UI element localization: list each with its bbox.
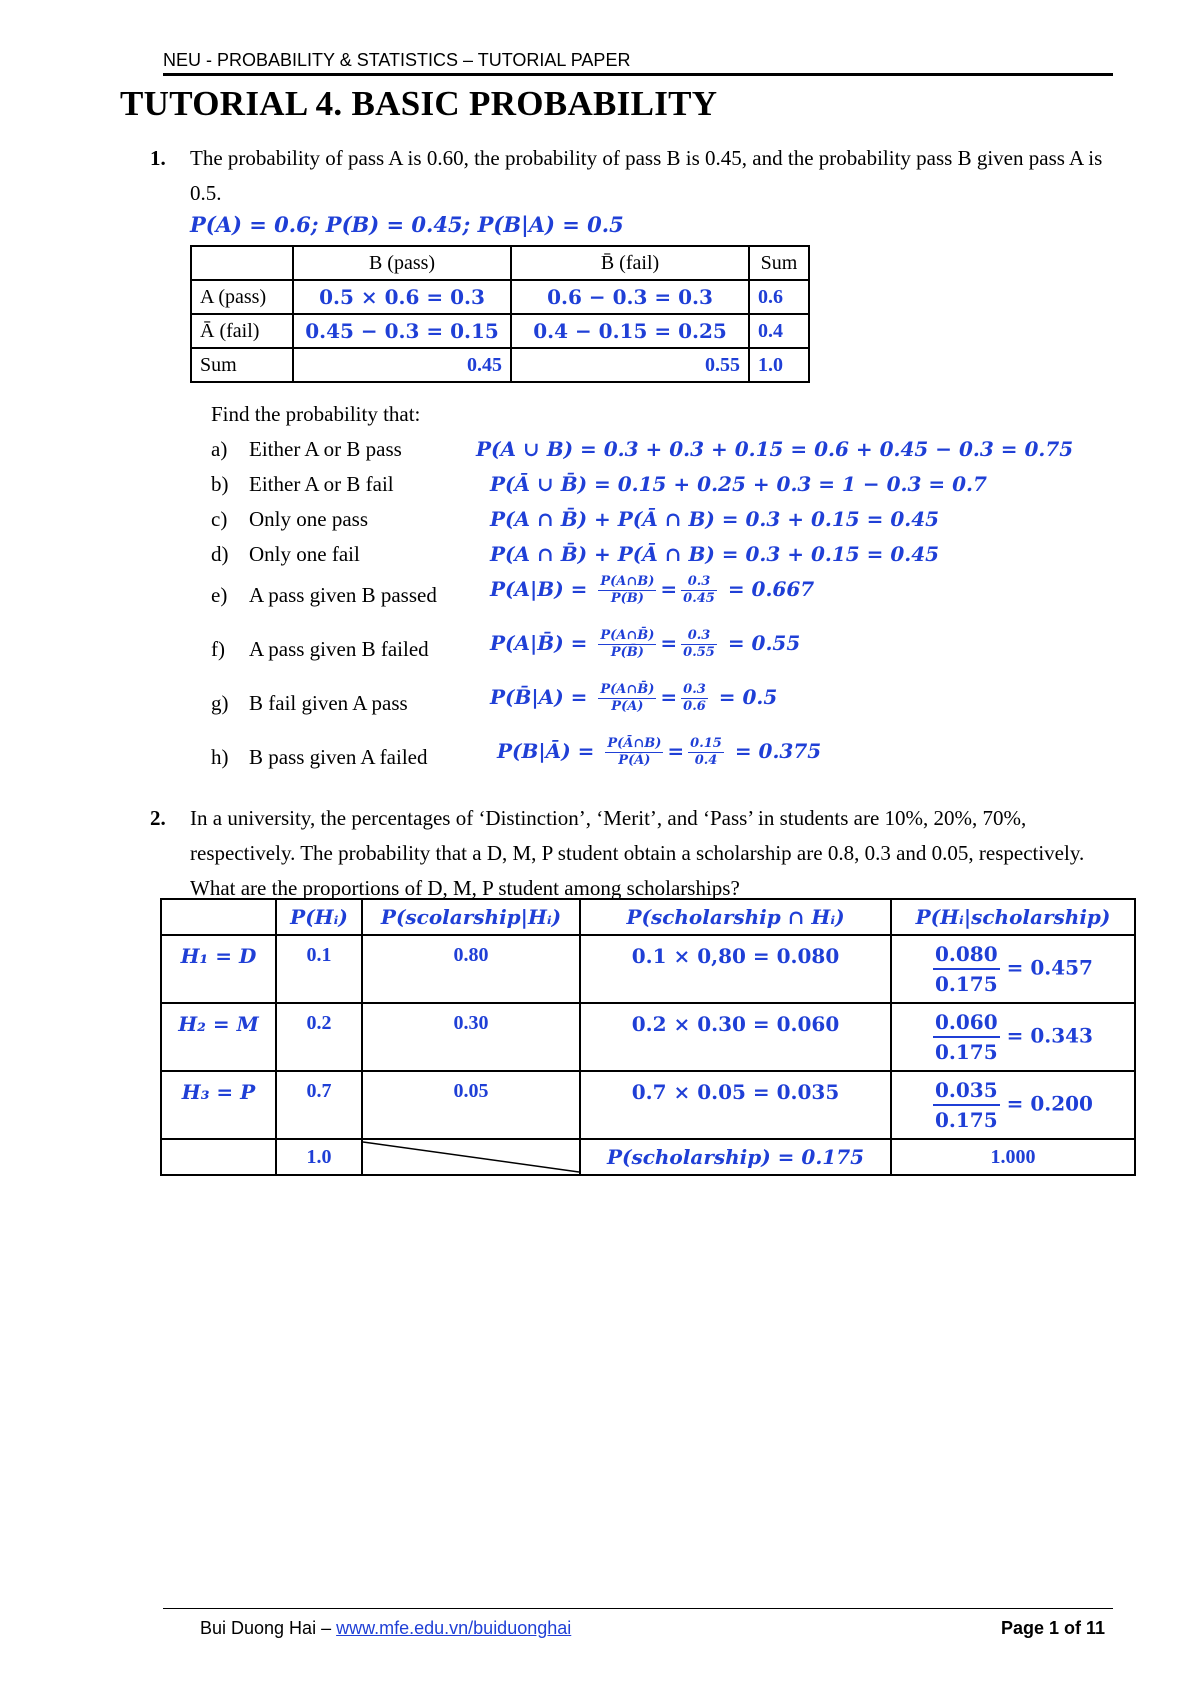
denominator: P(B̄) <box>610 645 644 660</box>
part-b <box>211 472 394 497</box>
part-c <box>211 507 368 532</box>
denominator: 0.55 <box>683 645 715 660</box>
answer-lhs: P(B|Ā) = <box>497 739 595 763</box>
table-cell: 0.2 × 0.30 = 0.060 <box>580 1003 891 1071</box>
part-e <box>211 583 437 608</box>
table-cell: 0.1 × 0,80 = 0.080 <box>580 935 891 1003</box>
table-cell: B̄ (fail) <box>511 246 749 280</box>
table-cell: P(scolarship|Hᵢ) <box>362 899 580 935</box>
part-text: A pass given B failed <box>249 637 429 661</box>
part-label: c) <box>211 507 228 531</box>
answer-f: P(A|B̄) = $\frac{P(A\cap B̄)}{P(B̄)}$ = $\frac{0.3}{0.55}$ = 0.55 <box>490 628 801 660</box>
page-number: Page 1 of 11 <box>1000 1618 1105 1638</box>
answer-result: = 0.55 <box>727 631 801 655</box>
denominator: P(Ā) <box>618 753 651 768</box>
table-cell <box>891 1003 1135 1071</box>
table-cell: 0.5 × 0.6 = 0.3 <box>293 280 511 314</box>
page-header: NEU - PROBABILITY & STATISTICS – TUTORIAL PAPER <box>163 50 631 70</box>
table-cell: 0.30 <box>362 1003 580 1071</box>
table-cell: P(scholarship ∩ Hᵢ) <box>580 899 891 935</box>
answer-g: P(B̄|A) = $\frac{P(A\cap B̄)}{P(A)}$ = $\frac{0.3}{0.6}$ = 0.5 <box>490 682 778 714</box>
table-cell-empty <box>362 1139 580 1175</box>
table-cell: Ā (fail) <box>191 314 293 348</box>
answer-h: P(B|Ā) = $\frac{P(Ā\cap B)}{P(Ā)}$ = $\frac{0.15}{0.4}$ = 0.375 <box>497 736 822 768</box>
answer-lhs: P(A|B̄) = <box>490 631 588 655</box>
fraction <box>933 1076 1000 1134</box>
table-cell <box>161 1139 276 1175</box>
part-label: a) <box>211 437 228 461</box>
fraction <box>598 574 656 607</box>
table-row <box>191 280 809 314</box>
table-cell: Sum <box>749 246 809 280</box>
table-header-row <box>191 246 809 280</box>
fraction <box>681 682 708 715</box>
part-label: b) <box>211 472 229 496</box>
find-title: Find the probability that: <box>211 402 421 426</box>
fraction <box>681 574 717 607</box>
bayes-table <box>160 898 1136 1176</box>
answer-result: = 0.375 <box>734 739 822 763</box>
question-1-given: P(A) = 0.6; P(B) = 0.45; P(B|A) = 0.5 <box>190 212 624 237</box>
posterior-result: = 0.343 <box>1006 1023 1093 1048</box>
footer-link[interactable]: www.mfe.edu.vn/buiduonghai <box>336 1618 572 1638</box>
answer-b: P(Ā ∪ B̄) = 0.15 + 0.25 + 0.3 = 1 − 0.3 = 0.7 <box>490 472 987 496</box>
numerator: 0.060 <box>933 1008 1000 1038</box>
posterior-result: = 0.200 <box>1006 1091 1093 1116</box>
part-text: Either A or B pass <box>249 437 402 461</box>
table-row <box>161 1003 1135 1071</box>
part-text: B pass given A failed <box>249 745 428 769</box>
table-row <box>161 1071 1135 1139</box>
table-row <box>191 348 809 382</box>
fraction <box>933 940 1000 998</box>
fraction <box>933 1008 1000 1066</box>
numerator: 0.035 <box>933 1076 1000 1106</box>
table-header-row <box>161 899 1135 935</box>
denominator: 0.4 <box>694 753 718 768</box>
table-cell: 1.000 <box>891 1139 1135 1175</box>
denominator: 0.175 <box>935 972 998 996</box>
answer-a: P(A ∪ B) = 0.3 + 0.3 + 0.15 = 0.6 + 0.45 − 0.3 = 0.75 <box>476 437 1074 461</box>
numerator: P(A∩B̄) <box>600 628 655 643</box>
table-cell: 0.45 <box>293 348 511 382</box>
table-cell <box>891 935 1135 1003</box>
table-cell: H₃ = P <box>161 1071 276 1139</box>
table-cell: B (pass) <box>293 246 511 280</box>
table-cell <box>891 1071 1135 1139</box>
part-text: B fail given A pass <box>249 691 408 715</box>
numerator: 0.080 <box>933 940 1000 970</box>
table-cell: 0.6 <box>749 280 809 314</box>
part-a <box>211 437 402 462</box>
table-row <box>191 314 809 348</box>
table-cell: H₁ = D <box>161 935 276 1003</box>
question-1-number: 1. <box>150 146 166 170</box>
numerator: P(Ā∩B) <box>607 736 662 751</box>
table-cell: 0.4 <box>749 314 809 348</box>
table-cell: 0.6 − 0.3 = 0.3 <box>511 280 749 314</box>
table-cell: A (pass) <box>191 280 293 314</box>
table-cell: 1.0 <box>749 348 809 382</box>
numerator: 0.3 <box>683 682 706 697</box>
footer-author <box>200 1618 571 1639</box>
table-cell: 1.0 <box>276 1139 362 1175</box>
denominator: 0.175 <box>935 1040 998 1064</box>
table-cell: 0.7 <box>276 1071 362 1139</box>
numerator: 0.3 <box>681 574 717 591</box>
part-h <box>211 745 427 770</box>
denominator: 0.45 <box>683 591 715 606</box>
denominator: P(A) <box>611 699 644 714</box>
table-cell <box>161 899 276 935</box>
part-text: Either A or B fail <box>249 472 394 496</box>
fraction <box>688 736 724 769</box>
part-text: Only one fail <box>249 542 360 566</box>
table-cell: P(scholarship) = 0.175 <box>580 1139 891 1175</box>
table-cell: P(Hᵢ|scholarship) <box>891 899 1135 935</box>
table-cell: Sum <box>191 348 293 382</box>
question-2-text: In a university, the percentages of ‘Distinction’, ‘Merit’, and ‘Pass’ in students are 10%, 20%, 70%, respectively. The probability that a D, M, P student obtain a scholarship are 0.8, 0.3 and 0.05, respectively. What are the proportions of D, M, P student among scholarships? <box>190 806 1085 900</box>
answer-lhs: P(B̄|A) = <box>490 685 588 709</box>
answer-lhs: P(A|B) = <box>490 577 588 601</box>
fraction <box>605 736 663 769</box>
question-1-text: The probability of pass A is 0.60, the probability of pass B is 0.45, and the probability pass B given pass A is 0.5. <box>190 146 1103 205</box>
table-cell: 0.45 − 0.3 = 0.15 <box>293 314 511 348</box>
denominator: 0.6 <box>683 699 706 714</box>
part-label: g) <box>211 691 229 715</box>
fraction <box>598 628 656 661</box>
part-label: e) <box>211 583 228 607</box>
table-cell: 0.1 <box>276 935 362 1003</box>
table-cell: 0.4 − 0.15 = 0.25 <box>511 314 749 348</box>
part-label: h) <box>211 745 229 769</box>
table-cell: 0.80 <box>362 935 580 1003</box>
fraction <box>681 628 717 661</box>
part-d <box>211 542 360 567</box>
numerator: P(A∩B) <box>600 574 655 589</box>
part-f <box>211 637 429 662</box>
page-title: TUTORIAL 4. BASIC PROBABILITY <box>120 84 718 123</box>
answer-e: P(A|B) = $\frac{P(A\cap B)}{P(B)}$ = $\frac{0.3}{0.45}$ = 0.667 <box>490 574 815 606</box>
table-total-row <box>161 1139 1135 1175</box>
posterior-result: = 0.457 <box>1006 955 1093 980</box>
part-text: Only one pass <box>249 507 368 531</box>
table-cell: 0.05 <box>362 1071 580 1139</box>
table-cell <box>191 246 293 280</box>
part-g <box>211 691 408 716</box>
diagonal-line <box>363 1140 579 1174</box>
part-label: f) <box>211 637 225 661</box>
table-cell: 0.7 × 0.05 = 0.035 <box>580 1071 891 1139</box>
part-text: A pass given B passed <box>249 583 437 607</box>
question-2-number: 2. <box>150 806 166 830</box>
numerator: P(A∩B̄) <box>600 682 655 697</box>
table-cell: P(Hᵢ) <box>276 899 362 935</box>
denominator: P(B) <box>610 591 644 606</box>
answer-c: P(A ∩ B̄) + P(Ā ∩ B) = 0.3 + 0.15 = 0.45 <box>490 507 940 531</box>
fraction <box>598 682 656 715</box>
part-label: d) <box>211 542 229 566</box>
table-cell: 0.55 <box>511 348 749 382</box>
author-name: Bui Duong Hai – <box>200 1618 332 1638</box>
answer-result: = 0.667 <box>727 577 815 601</box>
answer-d: P(A ∩ B̄) + P(Ā ∩ B) = 0.3 + 0.15 = 0.45 <box>490 542 940 566</box>
header-divider <box>163 73 1113 76</box>
answer-result: = 0.5 <box>718 685 778 709</box>
table-row <box>161 935 1135 1003</box>
denominator: 0.175 <box>935 1108 998 1132</box>
table-cell: 0.2 <box>276 1003 362 1071</box>
table-cell: H₂ = M <box>161 1003 276 1071</box>
numerator: 0.15 <box>690 736 722 751</box>
footer-divider <box>163 1608 1113 1609</box>
numerator: 0.3 <box>681 628 717 645</box>
joint-probability-table <box>190 245 810 383</box>
